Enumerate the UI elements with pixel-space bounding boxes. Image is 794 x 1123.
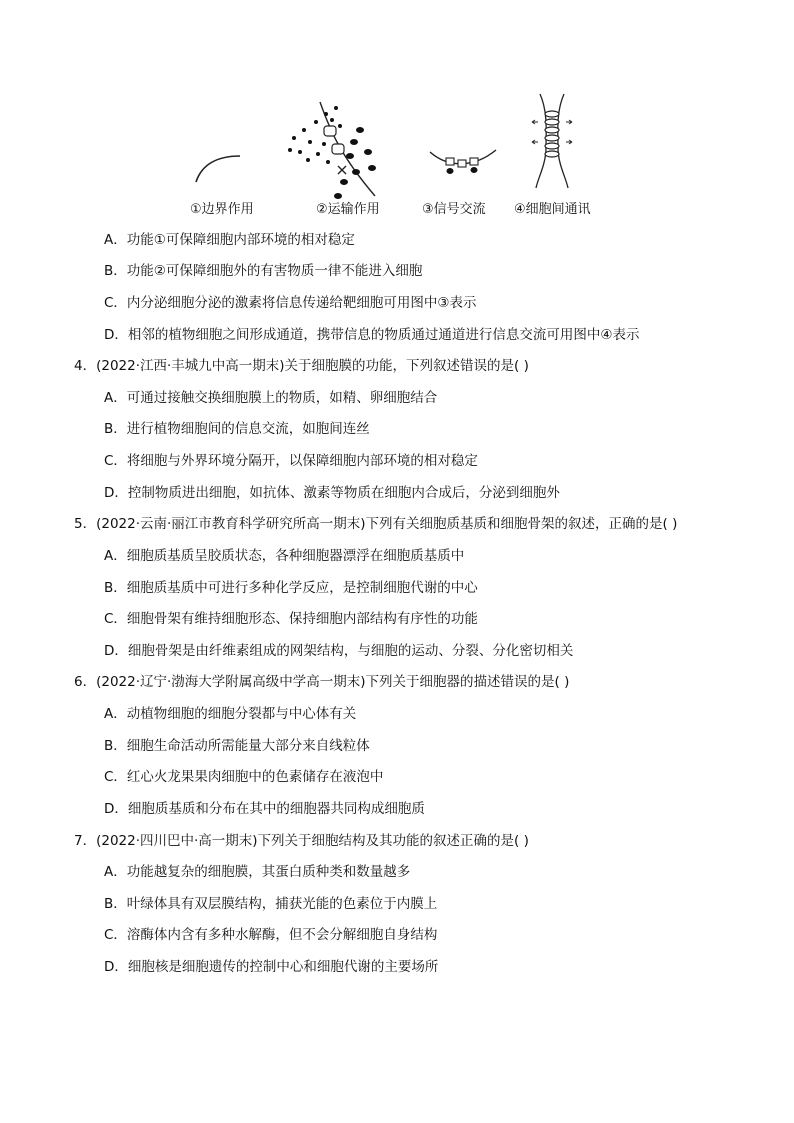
- figure-label-boundary: ①边界作用: [190, 202, 254, 217]
- option-line: D．细胞质基质和分布在其中的细胞器共同构成细胞质: [104, 801, 425, 817]
- option-line: B．进行植物细胞间的信息交流，如胞间连丝: [104, 421, 370, 437]
- question-stem: 4．(2022·江西·丰城九中高一期末)关于细胞膜的功能，下列叙述错误的是( ): [74, 358, 529, 374]
- option-line: A．可通过接触交换细胞膜上的物质，如精、卵细胞结合: [104, 390, 438, 406]
- option-line: A．功能①可保障细胞内部环境的相对稳定: [104, 232, 355, 248]
- option-line: B．功能②可保障细胞外的有害物质一律不能进入细胞: [104, 263, 423, 279]
- option-line: C．溶酶体内含有多种水解酶，但不会分解细胞自身结构: [104, 927, 438, 943]
- option-line: C．将细胞与外界环境分隔开，以保障细胞内部环境的相对稳定: [104, 453, 478, 469]
- signal-exchange-diagram: [428, 144, 498, 184]
- option-line: C．内分泌细胞分泌的激素将信息传递给靶细胞可用图中③表示: [104, 295, 477, 311]
- transport-diagram: [280, 100, 390, 200]
- option-line: B．细胞生命活动所需能量大部分来自线粒体: [104, 738, 370, 754]
- option-line: C．红心火龙果果肉细胞中的色素储存在液泡中: [104, 769, 384, 785]
- option-line: D．相邻的植物细胞之间形成通道，携带信息的物质通过通道进行信息交流可用图中④表示: [104, 327, 640, 343]
- cell-communication-diagram: [528, 92, 578, 190]
- option-line: D．细胞骨架是由纤维素组成的网架结构，与细胞的运动、分裂、分化密切相关: [104, 643, 574, 659]
- option-line: D．细胞核是细胞遗传的控制中心和细胞代谢的主要场所: [104, 959, 439, 975]
- boundary-diagram: [192, 150, 244, 186]
- option-line: D．控制物质进出细胞，如抗体、激素等物质在细胞内合成后，分泌到细胞外: [104, 485, 560, 501]
- option-line: B．叶绿体具有双层膜结构，捕获光能的色素位于内膜上: [104, 896, 438, 912]
- question-stem: 6．(2022·辽宁·渤海大学附属高级中学高一期末)下列关于细胞器的描述错误的是( ): [74, 674, 570, 690]
- figure-label-transport: ②运输作用: [316, 202, 380, 217]
- question-stem: 7．(2022·四川巴中·高一期末)下列关于细胞结构及其功能的叙述正确的是( ): [74, 833, 529, 849]
- option-line: C．细胞骨架有维持细胞形态、保持细胞内部结构有序性的功能: [104, 611, 478, 627]
- option-line: B．细胞质基质中可进行多种化学反应，是控制细胞代谢的中心: [104, 580, 478, 596]
- option-line: A．动植物细胞的细胞分裂都与中心体有关: [104, 706, 357, 722]
- membrane-function-figure: [180, 92, 620, 222]
- option-line: A．功能越复杂的细胞膜，其蛋白质种类和数量越多: [104, 864, 411, 880]
- figure-label-signal: ③信号交流: [422, 202, 486, 217]
- option-line: A．细胞质基质呈胶质状态，各种细胞器漂浮在细胞质基质中: [104, 548, 465, 564]
- question-stem: 5．(2022·云南·丽江市教育科学研究所高一期末)下列有关细胞质基质和细胞骨架的叙述，正确的是( ): [74, 516, 678, 532]
- figure-label-communication: ④细胞间通讯: [514, 202, 591, 217]
